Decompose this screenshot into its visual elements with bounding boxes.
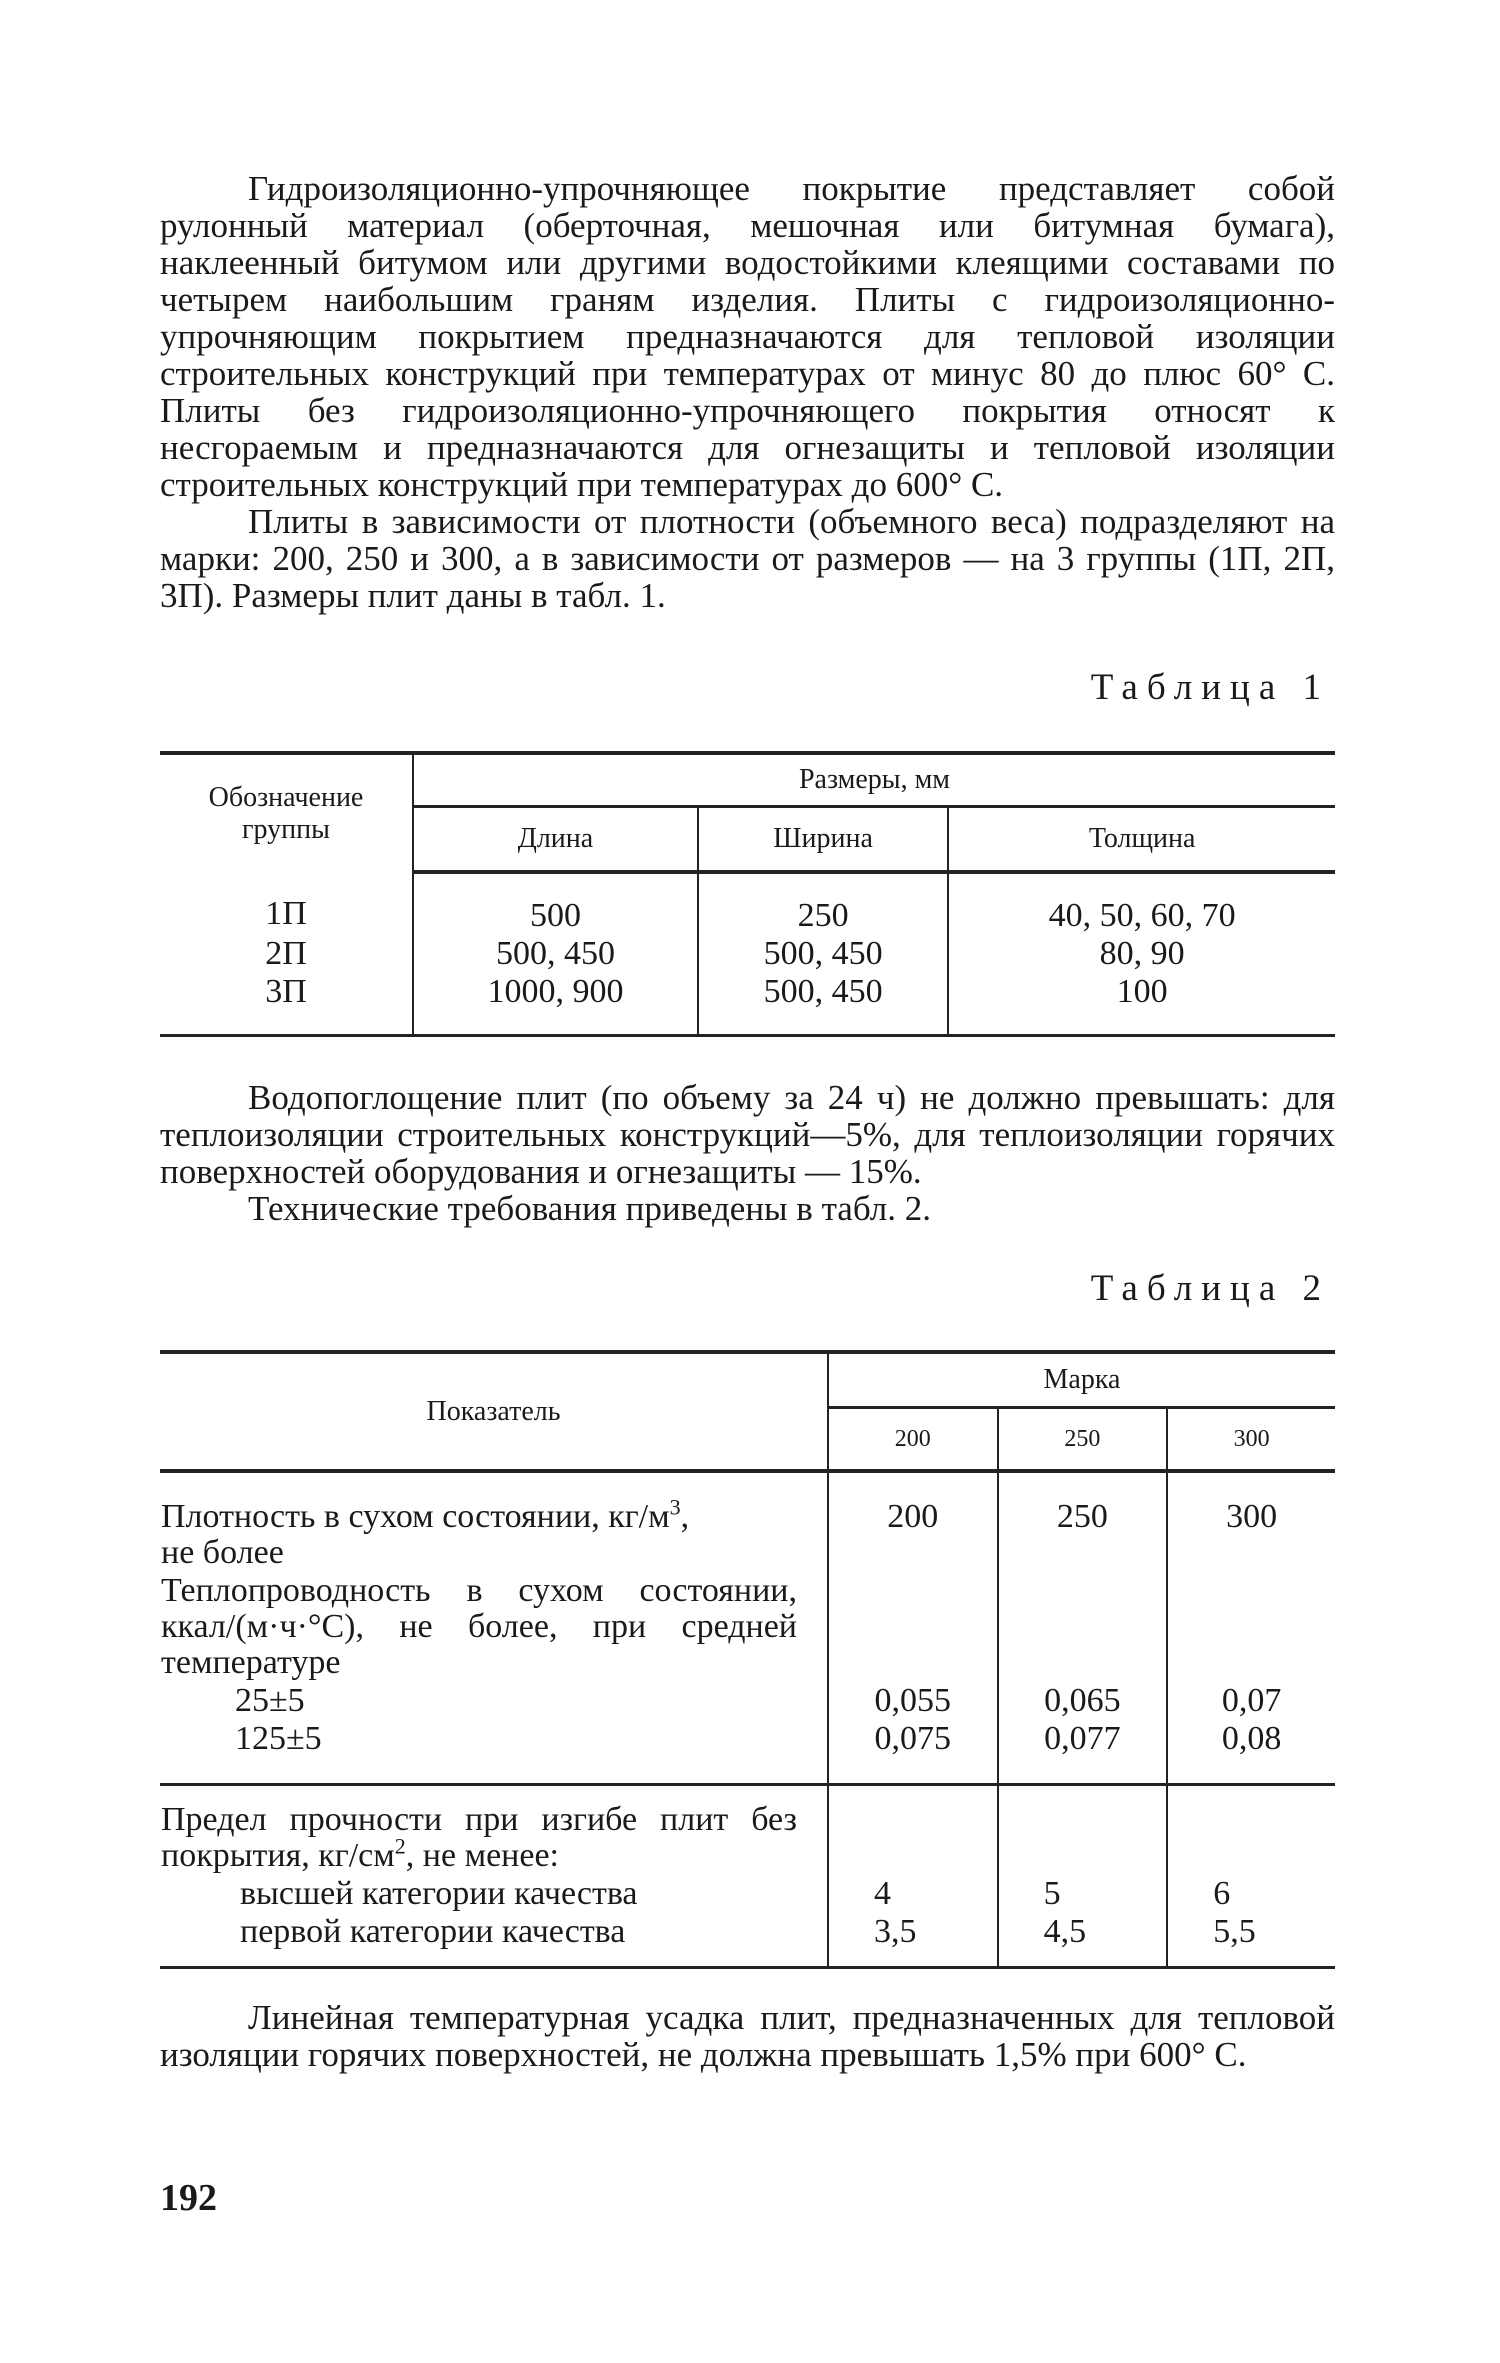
paragraph-coating: Гидроизоляционно-упрочняющее покрытие представляет собой рулонный материал (оберточная, мешочная или битумная бумага), наклеенный битумом или другими водостойкими клеящими составами по четырем наибольшим граням изделия. Плиты с гидроизоляционно-упрочняющим покрытием предназначаются для тепловой изоляции строительных конструкций при температурах от минус 80 до плюс 60° С. Плиты без гидроизоляционно-упрочняющего покрытия относят к несгораемым и предназначаются для огнезащиты и тепловой изоляции строительных конструкций при температурах до 600° С. bbox=[160, 169, 1335, 504]
density-label-tail: , bbox=[680, 1498, 690, 1535]
strength-label-sup: 2 bbox=[394, 1833, 406, 1859]
paragraph-marks: Плиты в зависимости от плотности (объемного веса) подразделяют на марки: 200, 250 и 300, а в зависимости от размеров — на 3 группы (1П, 2П, 3П). Размеры плит даны в табл. 1. bbox=[160, 502, 1335, 615]
table1-cell-group: 1П bbox=[265, 895, 307, 932]
density-label-cont: не более bbox=[161, 1534, 284, 1571]
table1-cell-length: 500 bbox=[413, 872, 698, 935]
table1-cell-thickness: 80, 90 bbox=[948, 935, 1335, 973]
strength-label bbox=[160, 1785, 828, 1876]
density-label-sup: 3 bbox=[669, 1494, 681, 1520]
table1-cell-group: 2П bbox=[265, 935, 307, 972]
table-row-strength bbox=[160, 1785, 1335, 1876]
table-row-strength-cat1 bbox=[160, 1875, 1335, 1913]
conductivity-temp-125: 125±5 bbox=[235, 1720, 322, 1757]
table-row-density bbox=[160, 1471, 1335, 1572]
table2-header-200: 200 bbox=[828, 1408, 998, 1472]
table1-cell-width: 500, 450 bbox=[698, 935, 948, 973]
table-requirements bbox=[160, 1350, 1335, 1969]
page-number: 192 bbox=[160, 2177, 217, 2219]
conductivity-25-250: 0,065 bbox=[998, 1682, 1168, 1720]
strength-cat1-200: 4 bbox=[828, 1875, 998, 1913]
table-row-conductivity-25 bbox=[160, 1682, 1335, 1720]
table1-cell-width: 500, 450 bbox=[698, 973, 948, 1036]
table-row bbox=[160, 973, 1335, 1036]
paragraph-water-absorption: Водопоглощение плит (по объему за 24 ч) не должно превышать: для теплоизоляции строительных конструкций—5%, для теплоизоляции горячих поверхностей оборудования и огнезащиты — 15%. bbox=[160, 1078, 1335, 1191]
strength-label-text: Предел прочности при изгибе плит без покрытия, кг/см bbox=[161, 1801, 797, 1874]
table1-header-thickness: Толщина bbox=[948, 807, 1335, 873]
strength-cat1-300: 6 bbox=[1167, 1875, 1335, 1913]
table2-header-300: 300 bbox=[1167, 1408, 1335, 1472]
strength-label-tail: , не менее: bbox=[405, 1837, 559, 1874]
conductivity-125-300: 0,08 bbox=[1167, 1720, 1335, 1785]
table2-header-mark: Марка bbox=[828, 1352, 1335, 1408]
strength-cat1-label: высшей категории качества bbox=[240, 1875, 638, 1912]
table-row-strength-cat2 bbox=[160, 1913, 1335, 1968]
table1-header-length: Длина bbox=[413, 807, 698, 873]
table1-header-sizes: Размеры, мм bbox=[413, 753, 1335, 807]
conductivity-25-200: 0,055 bbox=[828, 1682, 998, 1720]
table-row-conductivity-125 bbox=[160, 1720, 1335, 1785]
table2-header-250: 250 bbox=[998, 1408, 1168, 1472]
conductivity-25-300: 0,07 bbox=[1167, 1682, 1335, 1720]
table1-cell-width: 250 bbox=[698, 872, 948, 935]
density-label-text: Плотность в сухом состоянии, кг/м bbox=[161, 1498, 670, 1535]
strength-cat2-label: первой категории качества bbox=[240, 1913, 626, 1950]
page-content bbox=[160, 170, 1335, 2073]
table1-header-group: Обозначение группы bbox=[160, 753, 413, 872]
density-label bbox=[160, 1471, 828, 1572]
table2-header-indicator: Показатель bbox=[160, 1352, 828, 1471]
table1-caption: Таблица 1 bbox=[1090, 667, 1330, 708]
table-row bbox=[160, 872, 1335, 935]
density-value-200: 200 bbox=[828, 1471, 998, 1572]
table1-cell-thickness: 40, 50, 60, 70 bbox=[948, 872, 1335, 935]
table-row-conductivity bbox=[160, 1572, 1335, 1682]
conductivity-125-200: 0,075 bbox=[828, 1720, 998, 1785]
table1-cell-length: 1000, 900 bbox=[413, 973, 698, 1036]
conductivity-label: Теплопроводность в сухом состоянии, ккал/(м·ч·°С), не более, при средней температуре bbox=[161, 1572, 797, 1681]
paragraph-requirements: Технические требования приведены в табл. 2. bbox=[248, 1189, 931, 1228]
conductivity-temp-25: 25±5 bbox=[235, 1682, 305, 1719]
strength-cat2-250: 4,5 bbox=[998, 1913, 1168, 1968]
table1-cell-thickness: 100 bbox=[948, 973, 1335, 1036]
strength-cat2-300: 5,5 bbox=[1167, 1913, 1335, 1968]
table1-cell-length: 500, 450 bbox=[413, 935, 698, 973]
table1-header-width: Ширина bbox=[698, 807, 948, 873]
conductivity-125-250: 0,077 bbox=[998, 1720, 1168, 1785]
strength-cat1-250: 5 bbox=[998, 1875, 1168, 1913]
paragraph-shrinkage: Линейная температурная усадка плит, предназначенных для тепловой изоляции горячих поверхностей, не должна превышать 1,5% при 600° С. bbox=[160, 1998, 1335, 2074]
density-value-300: 300 bbox=[1167, 1471, 1335, 1572]
strength-cat2-200: 3,5 bbox=[828, 1913, 998, 1968]
table2-caption: Таблица 2 bbox=[1090, 1268, 1330, 1309]
table-sizes bbox=[160, 751, 1335, 1037]
table1-cell-group: 3П bbox=[265, 973, 307, 1010]
density-value-250: 250 bbox=[998, 1471, 1168, 1572]
table-row bbox=[160, 935, 1335, 973]
